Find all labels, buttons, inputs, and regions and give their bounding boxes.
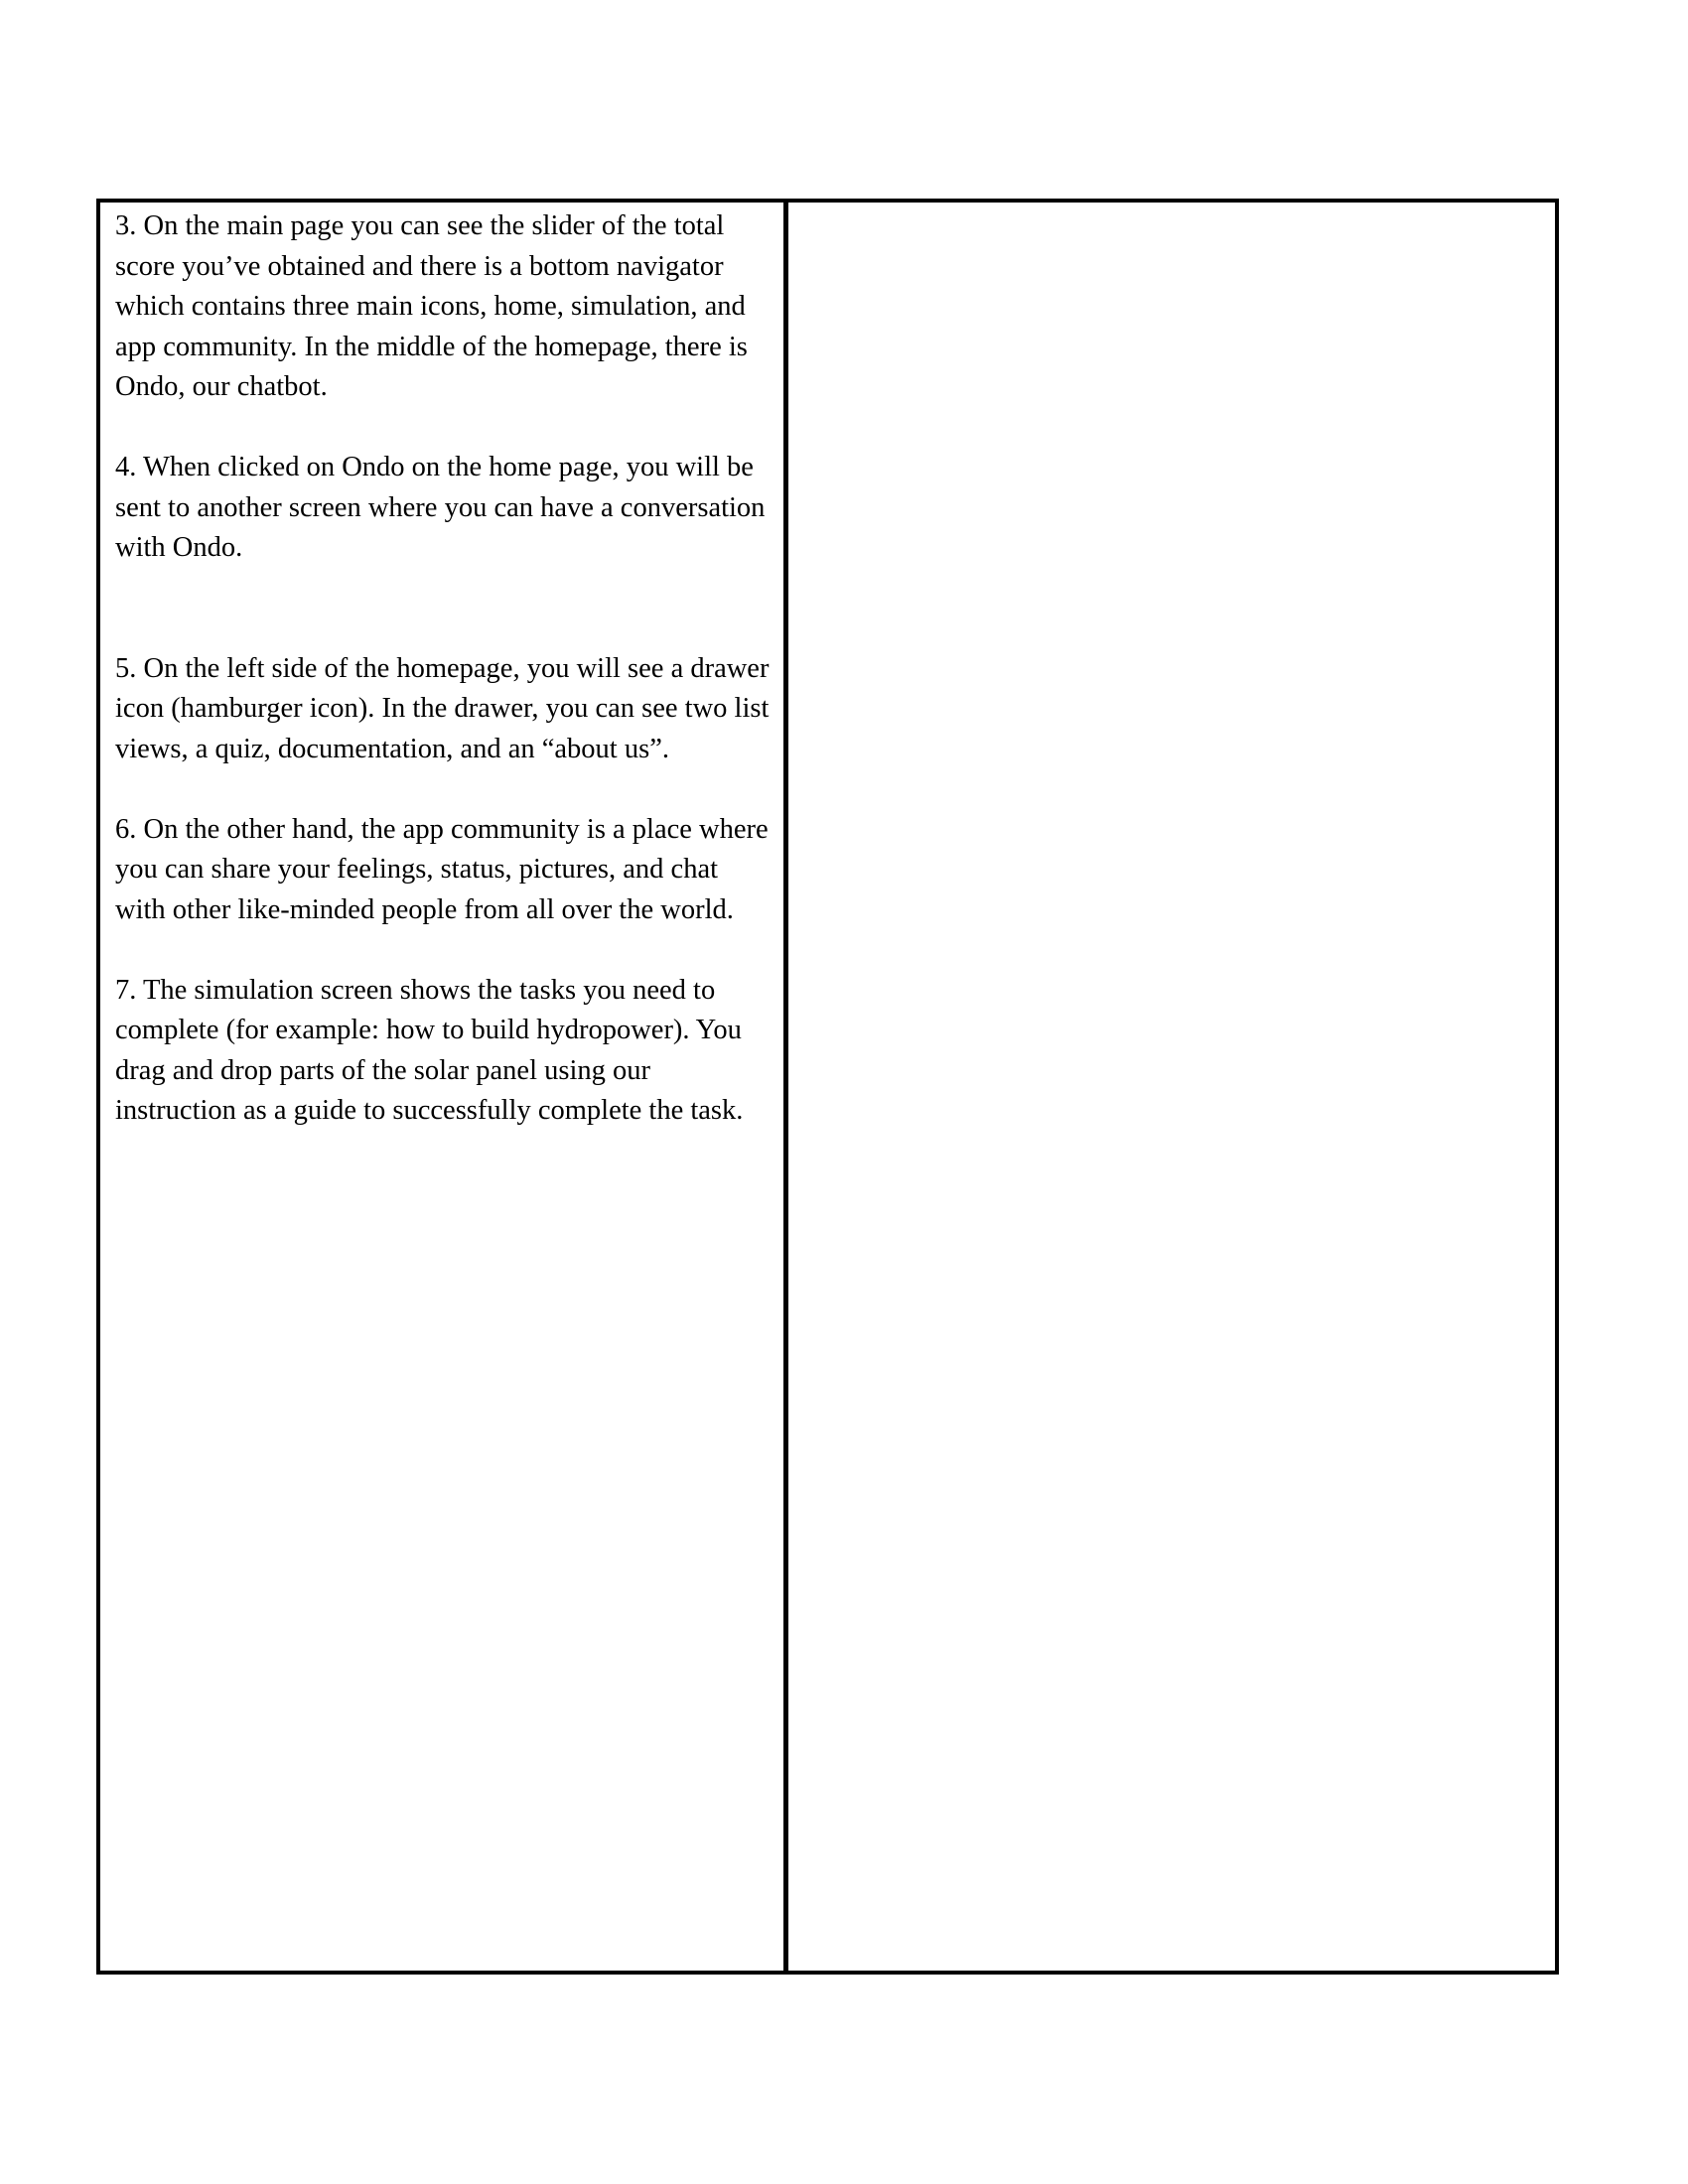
paragraph-spacer [115, 569, 772, 649]
document-table [96, 199, 1559, 1975]
paragraph-step-4: 4. When clicked on Ondo on the home page, you will be sent to another screen where you can have a conversation with Ondo. [115, 452, 766, 563]
table-cell-left [100, 203, 788, 1971]
table-cell-right [788, 203, 1555, 1971]
paragraph-spacer [115, 930, 772, 971]
paragraph-step-5: 5. On the left side of the homepage, you will see a drawer icon (hamburger icon). In the drawer, you can see two list views, a quiz, documentation, and an “about us”. [115, 652, 770, 764]
paragraph-step-6: 6. On the other hand, the app community is a place where you can share your feelings, status, pictures, and chat with other like-minded people from all over the world. [115, 813, 769, 925]
paragraph-spacer [115, 408, 772, 449]
paragraph-step-7: 7. The simulation screen shows the tasks you need to complete (for example: how to build hydropower). You drag and drop parts of the solar panel using our instruction as a guide to successfully complete the task. [115, 974, 744, 1126]
paragraph-step-3: 3. On the main page you can see the slider of the total score you’ve obtained and there is a bottom navigator which contains three main icons, home, simulation, and app community. In the middle of the homepage, there is Ondo, our chatbot. [115, 210, 748, 402]
paragraph-spacer [115, 769, 772, 810]
